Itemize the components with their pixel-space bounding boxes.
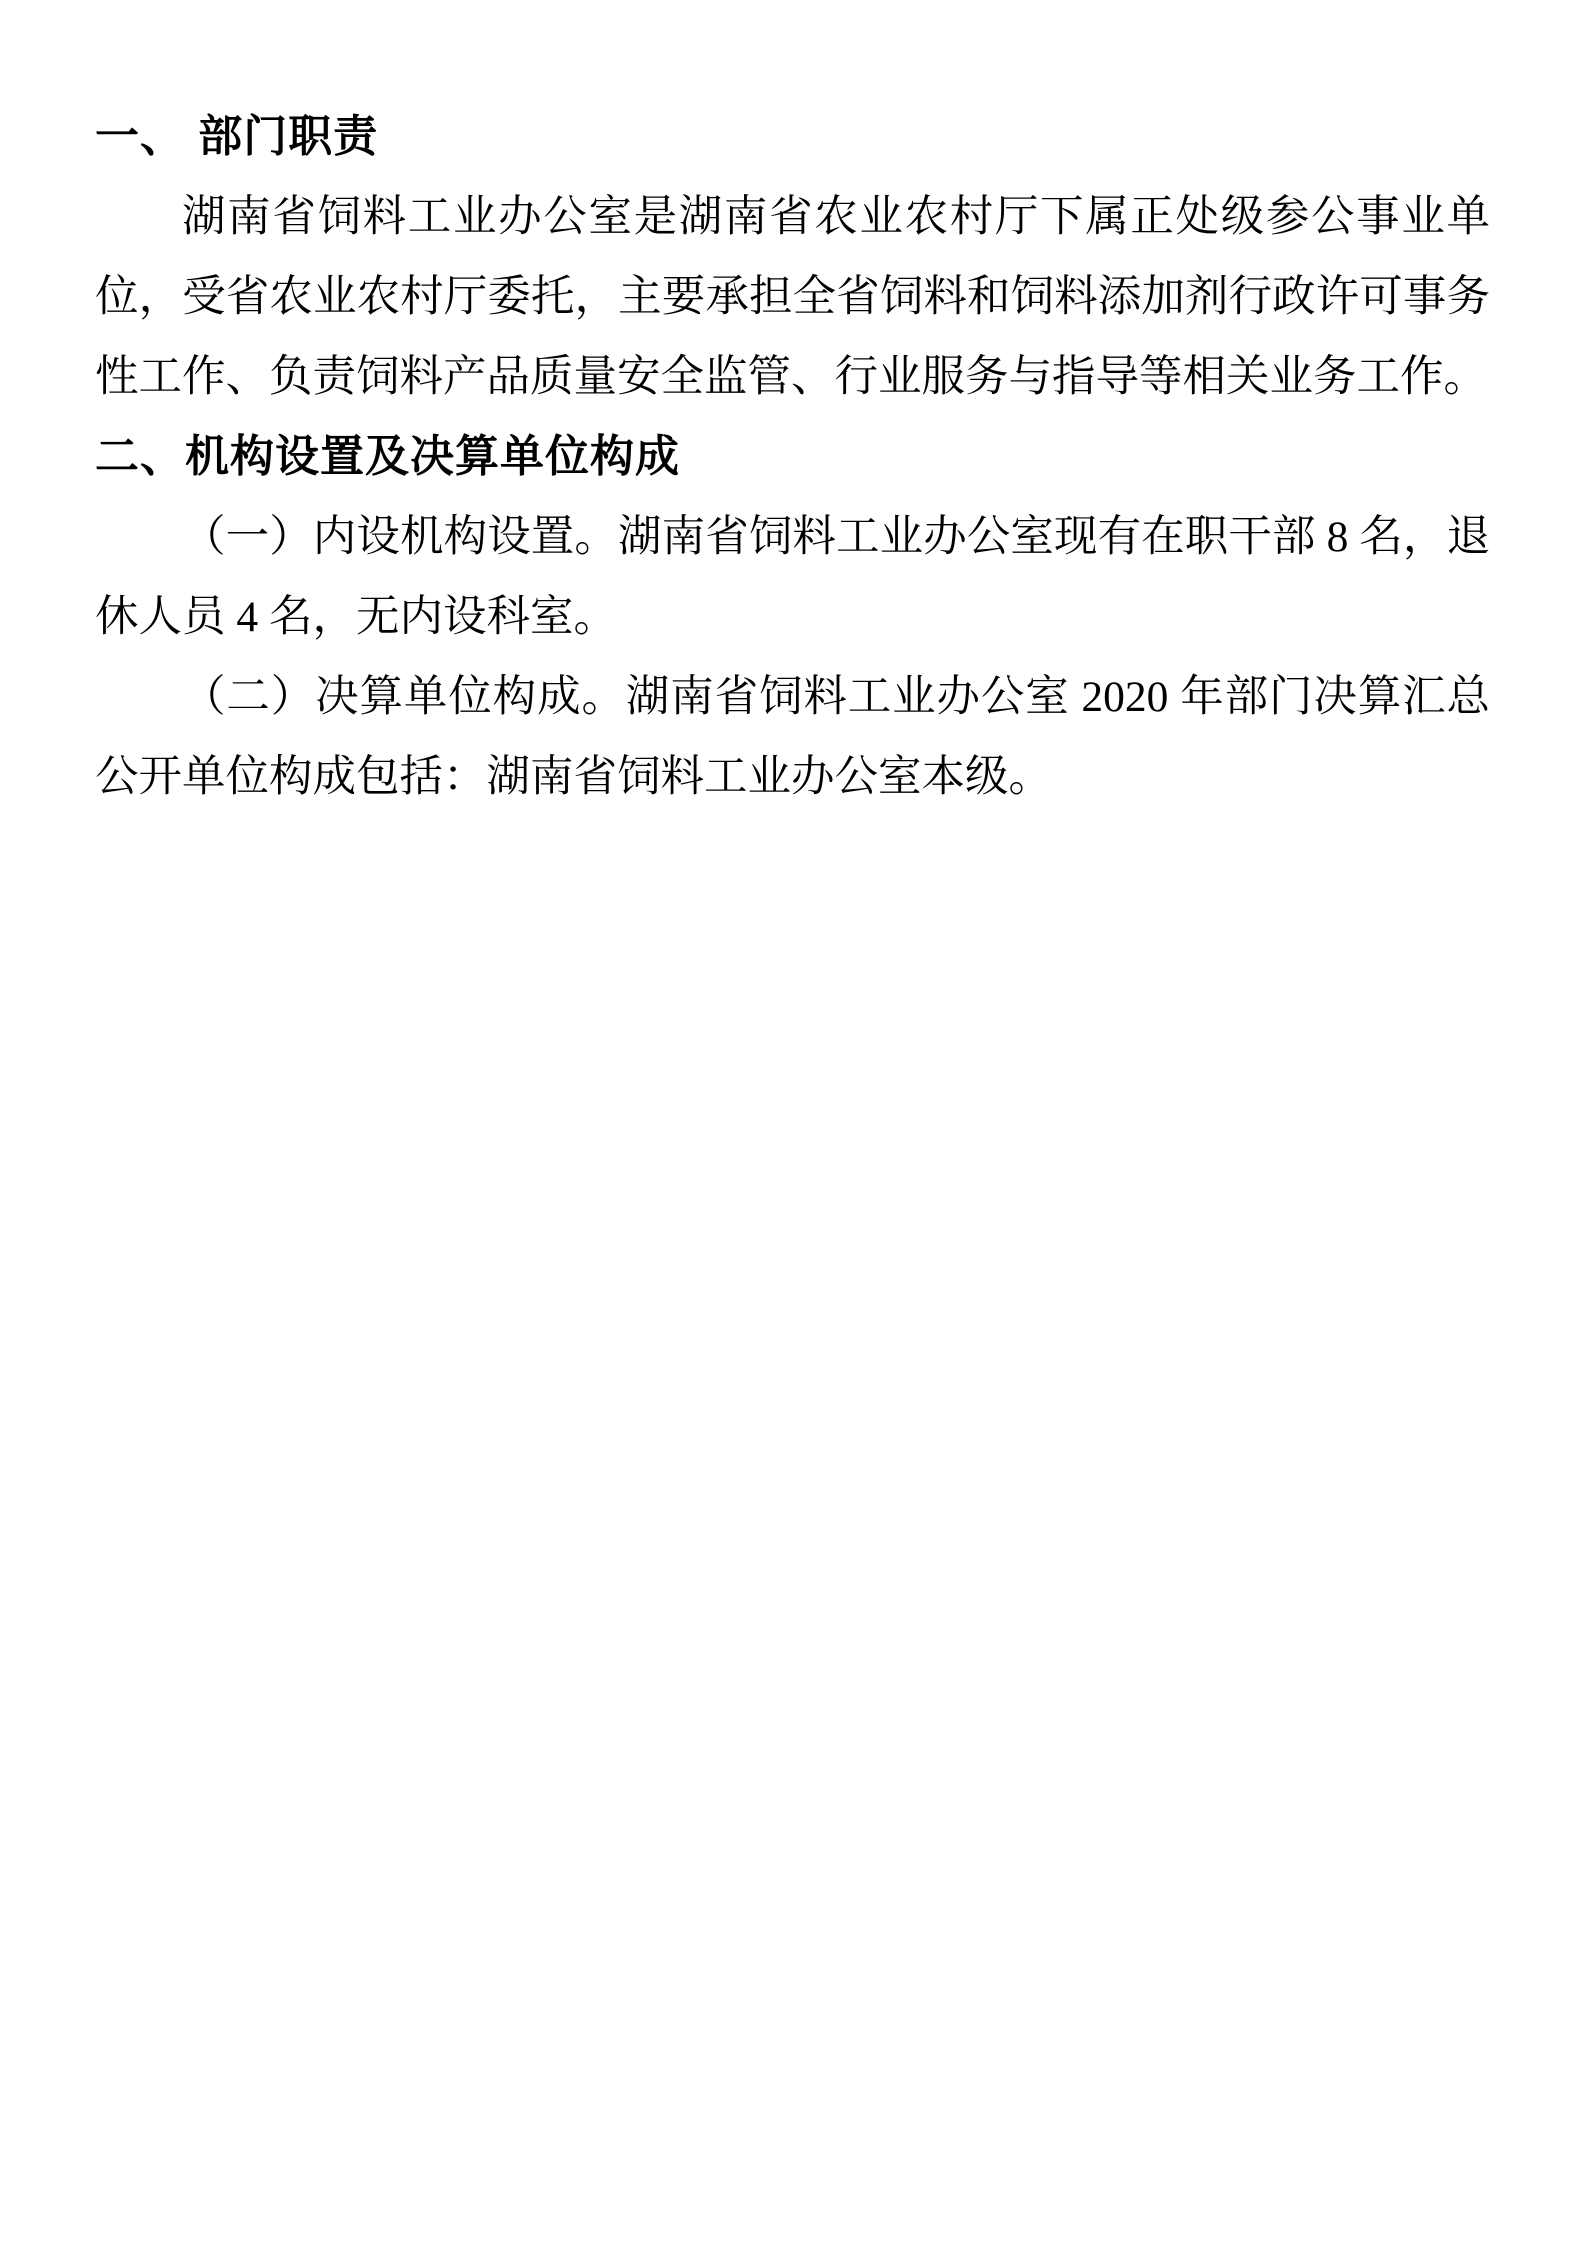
paragraph-department-duties: 湖南省饲料工业办公室是湖南省农业农村厅下属正处级参公事业单位，受省农业农村厅委托，主要承担全省饲料和饲料添加剂行政许可事务性工作、负责饲料产品质量安全监管、行业服务与指导等相关业务工作。 xyxy=(95,193,1490,401)
heading-org-structure-and-budget-units: 二、机构设置及决算单位构成 xyxy=(95,432,680,481)
paragraph-internal-org-structure: （一）内设机构设置。湖南省饲料工业办公室现有在职干部 8 名，退休人员 4 名，无内设科室。 xyxy=(95,513,1490,641)
paragraph-budget-unit-composition: （二）决算单位构成。湖南省饲料工业办公室 2020 年部门决算汇总公开单位构成包括：湖南省饲料工业办公室本级。 xyxy=(95,673,1490,801)
heading-department-duties: 一、 部门职责 xyxy=(95,112,379,161)
